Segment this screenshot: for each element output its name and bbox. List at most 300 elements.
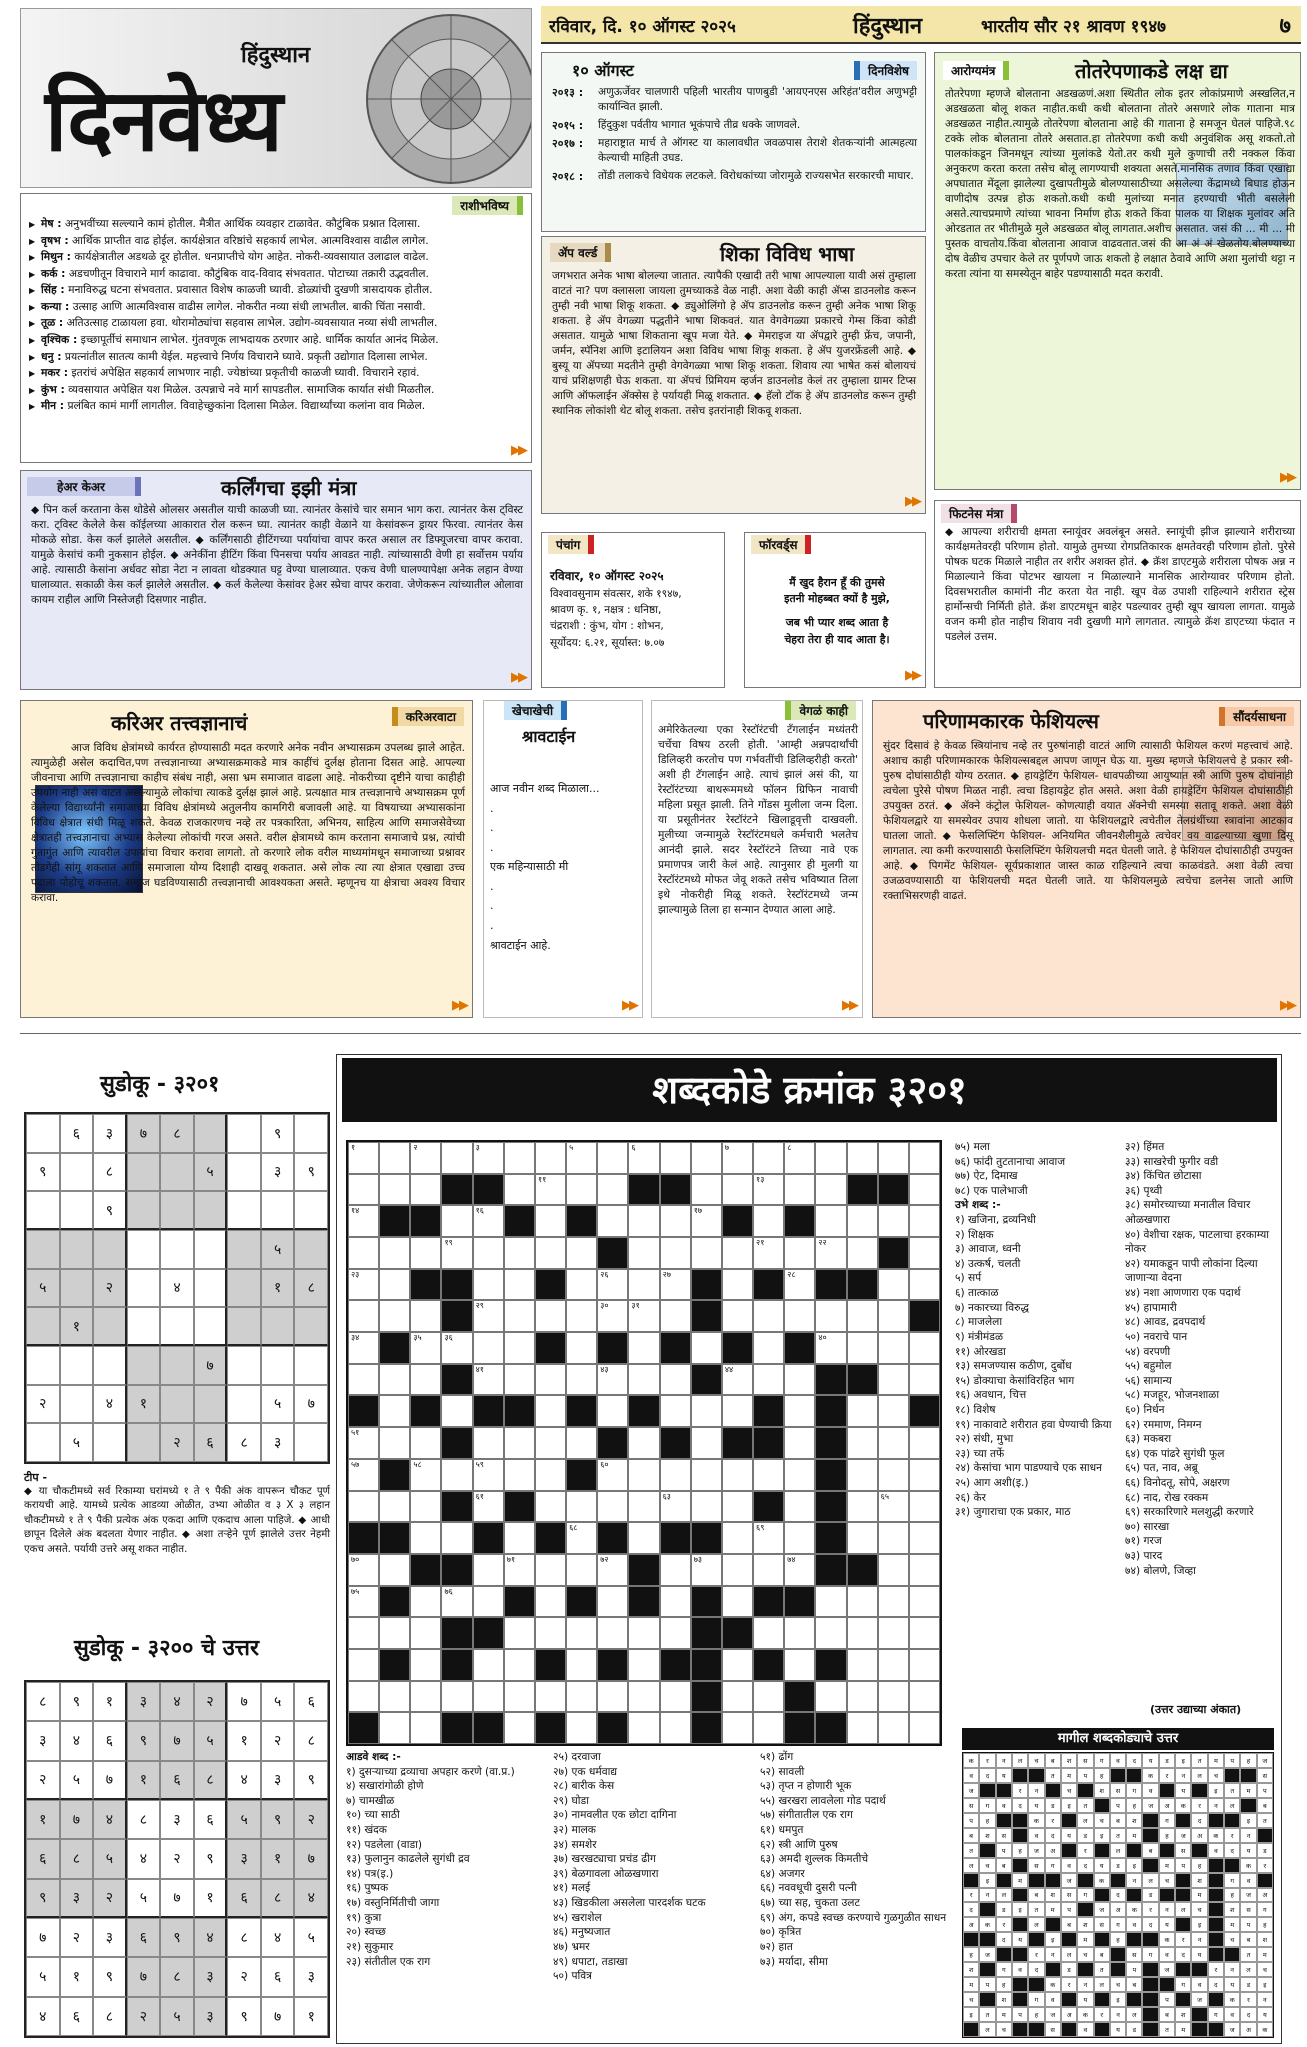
crossword-cell[interactable] <box>660 1205 691 1237</box>
crossword-cell[interactable] <box>753 1364 784 1396</box>
crossword-cell[interactable] <box>722 1237 753 1269</box>
crossword-cell[interactable] <box>566 1237 597 1269</box>
sudoku-cell[interactable] <box>127 1153 161 1192</box>
sudoku-cell[interactable] <box>93 1423 127 1462</box>
sudoku-cell[interactable] <box>160 1385 194 1424</box>
crossword-cell[interactable] <box>660 1459 691 1491</box>
crossword-cell[interactable] <box>410 1649 441 1681</box>
crossword-cell[interactable] <box>628 1459 659 1491</box>
crossword-cell[interactable] <box>410 1364 441 1396</box>
crossword-cell[interactable] <box>691 1427 722 1459</box>
sudoku-cell[interactable] <box>294 1346 328 1385</box>
crossword-cell[interactable] <box>566 1364 597 1396</box>
crossword-cell[interactable] <box>535 1681 566 1713</box>
crossword-cell[interactable] <box>909 1427 940 1459</box>
crossword-cell[interactable] <box>847 1712 878 1744</box>
crossword-cell[interactable] <box>660 1364 691 1396</box>
crossword-cell[interactable] <box>628 1522 659 1554</box>
crossword-cell[interactable] <box>410 1617 441 1649</box>
crossword-cell[interactable]: २१ <box>753 1237 784 1269</box>
crossword-cell[interactable] <box>348 1300 379 1332</box>
crossword-cell[interactable] <box>722 1712 753 1744</box>
crossword-cell[interactable] <box>441 1205 472 1237</box>
crossword-cell[interactable]: ७४ <box>784 1554 815 1586</box>
crossword-cell[interactable] <box>566 1332 597 1364</box>
crossword-cell[interactable] <box>504 1142 535 1174</box>
crossword-cell[interactable] <box>379 1142 410 1174</box>
sudoku-cell[interactable] <box>93 1230 127 1269</box>
crossword-cell[interactable] <box>379 1364 410 1396</box>
crossword-cell[interactable] <box>348 1681 379 1713</box>
crossword-cell[interactable] <box>410 1681 441 1713</box>
crossword-cell[interactable] <box>628 1617 659 1649</box>
crossword-cell[interactable] <box>815 1300 846 1332</box>
crossword-cell[interactable] <box>909 1269 940 1301</box>
crossword-cell[interactable] <box>597 1681 628 1713</box>
crossword-cell[interactable] <box>847 1237 878 1269</box>
crossword-cell[interactable] <box>722 1459 753 1491</box>
sudoku-cell[interactable] <box>26 1307 60 1346</box>
crossword-cell[interactable] <box>753 1459 784 1491</box>
crossword-cell[interactable]: २८ <box>784 1269 815 1301</box>
crossword-cell[interactable] <box>784 1649 815 1681</box>
crossword-cell[interactable] <box>628 1712 659 1744</box>
sudoku-cell[interactable] <box>127 1191 161 1230</box>
sudoku-cell[interactable] <box>194 1385 228 1424</box>
crossword-cell[interactable] <box>847 1522 878 1554</box>
crossword-cell[interactable] <box>784 1427 815 1459</box>
crossword-cell[interactable] <box>722 1554 753 1586</box>
crossword-cell[interactable] <box>628 1237 659 1269</box>
crossword-cell[interactable]: ५ <box>566 1142 597 1174</box>
crossword-cell[interactable]: ३५ <box>410 1332 441 1364</box>
crossword-cell[interactable]: १ <box>348 1142 379 1174</box>
crossword-cell[interactable] <box>815 1142 846 1174</box>
crossword-cell[interactable] <box>628 1427 659 1459</box>
sudoku-cell[interactable] <box>60 1346 94 1385</box>
crossword-cell[interactable] <box>379 1300 410 1332</box>
sudoku-grid[interactable] <box>24 1112 330 1464</box>
crossword-cell[interactable] <box>473 1554 504 1586</box>
crossword-cell[interactable] <box>597 1395 628 1427</box>
crossword-cell[interactable] <box>473 1237 504 1269</box>
sudoku-cell[interactable] <box>60 1191 94 1230</box>
crossword-cell[interactable] <box>504 1459 535 1491</box>
crossword-cell[interactable] <box>504 1617 535 1649</box>
sudoku-cell[interactable] <box>261 1307 295 1346</box>
crossword-cell[interactable] <box>784 1617 815 1649</box>
crossword-cell[interactable] <box>753 1681 784 1713</box>
crossword-cell[interactable] <box>504 1649 535 1681</box>
crossword-cell[interactable]: ६ <box>628 1142 659 1174</box>
crossword-cell[interactable] <box>722 1681 753 1713</box>
sudoku-cell[interactable] <box>227 1230 261 1269</box>
crossword-cell[interactable] <box>597 1491 628 1523</box>
crossword-cell[interactable] <box>784 1459 815 1491</box>
crossword-cell[interactable] <box>628 1649 659 1681</box>
crossword-cell[interactable]: ६९ <box>753 1522 784 1554</box>
crossword-cell[interactable] <box>815 1617 846 1649</box>
crossword-cell[interactable] <box>722 1491 753 1523</box>
crossword-cell[interactable] <box>597 1617 628 1649</box>
crossword-cell[interactable] <box>722 1174 753 1206</box>
crossword-cell[interactable] <box>909 1174 940 1206</box>
crossword-cell[interactable] <box>784 1237 815 1269</box>
crossword-cell[interactable] <box>660 1237 691 1269</box>
crossword-cell[interactable]: ५१ <box>348 1427 379 1459</box>
crossword-cell[interactable] <box>660 1617 691 1649</box>
crossword-cell[interactable] <box>660 1586 691 1618</box>
crossword-cell[interactable] <box>535 1300 566 1332</box>
crossword-cell[interactable]: ७० <box>348 1554 379 1586</box>
crossword-cell[interactable] <box>566 1427 597 1459</box>
sudoku-cell[interactable] <box>127 1423 161 1462</box>
crossword-cell[interactable] <box>753 1300 784 1332</box>
crossword-cell[interactable] <box>691 1174 722 1206</box>
sudoku-cell[interactable] <box>93 1346 127 1385</box>
crossword-cell[interactable] <box>535 1586 566 1618</box>
crossword-cell[interactable]: ७२ <box>597 1554 628 1586</box>
crossword-cell[interactable] <box>878 1364 909 1396</box>
crossword-cell[interactable] <box>473 1269 504 1301</box>
crossword-cell[interactable] <box>535 1395 566 1427</box>
sudoku-cell[interactable] <box>227 1191 261 1230</box>
crossword-cell[interactable] <box>784 1491 815 1523</box>
crossword-cell[interactable] <box>878 1649 909 1681</box>
crossword-cell[interactable] <box>441 1681 472 1713</box>
crossword-cell[interactable] <box>784 1522 815 1554</box>
crossword-cell[interactable] <box>878 1586 909 1618</box>
sudoku-cell[interactable] <box>26 1191 60 1230</box>
crossword-cell[interactable] <box>847 1427 878 1459</box>
crossword-cell[interactable] <box>473 1427 504 1459</box>
crossword-cell[interactable] <box>753 1205 784 1237</box>
crossword-cell[interactable] <box>753 1617 784 1649</box>
crossword-cell[interactable] <box>535 1459 566 1491</box>
crossword-cell[interactable] <box>504 1237 535 1269</box>
crossword-cell[interactable] <box>441 1395 472 1427</box>
crossword-cell[interactable] <box>691 1459 722 1491</box>
crossword-cell[interactable] <box>784 1364 815 1396</box>
sudoku-cell[interactable] <box>261 1346 295 1385</box>
sudoku-cell[interactable] <box>26 1230 60 1269</box>
crossword-cell[interactable] <box>722 1395 753 1427</box>
crossword-cell[interactable]: २६ <box>597 1269 628 1301</box>
crossword-cell[interactable] <box>909 1681 940 1713</box>
crossword-cell[interactable] <box>909 1237 940 1269</box>
crossword-cell[interactable]: ५७ <box>348 1459 379 1491</box>
crossword-cell[interactable] <box>410 1300 441 1332</box>
crossword-cell[interactable]: १३ <box>753 1174 784 1206</box>
crossword-cell[interactable] <box>535 1427 566 1459</box>
crossword-cell[interactable] <box>473 1586 504 1618</box>
crossword-cell[interactable] <box>847 1300 878 1332</box>
crossword-cell[interactable] <box>847 1681 878 1713</box>
crossword-cell[interactable] <box>628 1332 659 1364</box>
crossword-cell[interactable] <box>815 1205 846 1237</box>
sudoku-cell[interactable] <box>227 1153 261 1192</box>
crossword-cell[interactable] <box>410 1237 441 1269</box>
crossword-cell[interactable] <box>628 1364 659 1396</box>
crossword-cell[interactable]: ४० <box>815 1332 846 1364</box>
crossword-cell[interactable] <box>535 1205 566 1237</box>
crossword-cell[interactable] <box>722 1649 753 1681</box>
sudoku-cell[interactable] <box>227 1385 261 1424</box>
crossword-cell[interactable] <box>878 1300 909 1332</box>
crossword-cell[interactable] <box>628 1491 659 1523</box>
crossword-cell[interactable] <box>878 1332 909 1364</box>
crossword-cell[interactable] <box>878 1617 909 1649</box>
crossword-cell[interactable]: २७ <box>660 1269 691 1301</box>
crossword-cell[interactable] <box>909 1554 940 1586</box>
crossword-cell[interactable] <box>909 1586 940 1618</box>
crossword-cell[interactable] <box>441 1459 472 1491</box>
sudoku-cell[interactable] <box>127 1230 161 1269</box>
sudoku-cell[interactable] <box>194 1191 228 1230</box>
crossword-cell[interactable] <box>878 1681 909 1713</box>
crossword-cell[interactable] <box>628 1681 659 1713</box>
crossword-cell[interactable] <box>441 1522 472 1554</box>
crossword-cell[interactable] <box>909 1459 940 1491</box>
crossword-cell[interactable]: ४४ <box>722 1364 753 1396</box>
crossword-cell[interactable]: ४३ <box>597 1364 628 1396</box>
crossword-cell[interactable] <box>473 1649 504 1681</box>
crossword-cell[interactable] <box>535 1554 566 1586</box>
crossword-cell[interactable] <box>348 1649 379 1681</box>
crossword-cell[interactable] <box>535 1237 566 1269</box>
crossword-cell[interactable] <box>597 1205 628 1237</box>
crossword-cell[interactable] <box>504 1332 535 1364</box>
crossword-cell[interactable] <box>878 1205 909 1237</box>
crossword-cell[interactable] <box>379 1269 410 1301</box>
crossword-cell[interactable] <box>504 1681 535 1713</box>
crossword-cell[interactable] <box>379 1174 410 1206</box>
sudoku-cell[interactable] <box>227 1307 261 1346</box>
crossword-cell[interactable] <box>566 1554 597 1586</box>
crossword-cell[interactable] <box>660 1681 691 1713</box>
crossword-cell[interactable]: ७५ <box>348 1586 379 1618</box>
crossword-cell[interactable] <box>909 1712 940 1744</box>
crossword-cell[interactable] <box>691 1237 722 1269</box>
crossword-cell[interactable] <box>722 1269 753 1301</box>
crossword-cell[interactable]: २२ <box>815 1237 846 1269</box>
crossword-cell[interactable]: ६५ <box>878 1491 909 1523</box>
crossword-cell[interactable] <box>878 1712 909 1744</box>
crossword-cell[interactable]: ६३ <box>660 1491 691 1523</box>
crossword-cell[interactable] <box>878 1142 909 1174</box>
sudoku-cell[interactable] <box>294 1191 328 1230</box>
crossword-cell[interactable] <box>379 1427 410 1459</box>
crossword-cell[interactable] <box>348 1237 379 1269</box>
crossword-cell[interactable] <box>847 1649 878 1681</box>
crossword-cell[interactable] <box>753 1142 784 1174</box>
crossword-cell[interactable] <box>847 1491 878 1523</box>
crossword-cell[interactable] <box>660 1142 691 1174</box>
crossword-cell[interactable]: ५९ <box>473 1459 504 1491</box>
sudoku-cell[interactable] <box>261 1191 295 1230</box>
crossword-cell[interactable] <box>566 1712 597 1744</box>
sudoku-cell[interactable] <box>160 1230 194 1269</box>
crossword-cell[interactable] <box>597 1142 628 1174</box>
crossword-cell[interactable] <box>410 1586 441 1618</box>
crossword-cell[interactable]: ३६ <box>441 1332 472 1364</box>
crossword-cell[interactable] <box>691 1142 722 1174</box>
crossword-cell[interactable] <box>597 1174 628 1206</box>
crossword-cell[interactable] <box>535 1364 566 1396</box>
sudoku-cell[interactable] <box>194 1114 228 1153</box>
crossword-cell[interactable] <box>473 1681 504 1713</box>
crossword-cell[interactable] <box>784 1300 815 1332</box>
crossword-cell[interactable]: १७ <box>691 1205 722 1237</box>
crossword-cell[interactable]: १४ <box>348 1205 379 1237</box>
crossword-cell[interactable] <box>815 1174 846 1206</box>
crossword-cell[interactable] <box>379 1681 410 1713</box>
crossword-cell[interactable] <box>847 1205 878 1237</box>
crossword-cell[interactable] <box>847 1332 878 1364</box>
sudoku-cell[interactable] <box>227 1269 261 1308</box>
crossword-cell[interactable]: १९ <box>441 1237 472 1269</box>
crossword-cell[interactable] <box>410 1491 441 1523</box>
crossword-cell[interactable]: ३ <box>473 1142 504 1174</box>
crossword-cell[interactable] <box>815 1586 846 1618</box>
sudoku-cell[interactable] <box>60 1269 94 1308</box>
crossword-cell[interactable] <box>379 1712 410 1744</box>
crossword-cell[interactable]: ६८ <box>566 1522 597 1554</box>
sudoku-cell[interactable] <box>26 1346 60 1385</box>
sudoku-cell[interactable] <box>294 1114 328 1153</box>
crossword-cell[interactable] <box>410 1427 441 1459</box>
crossword-cell[interactable] <box>379 1491 410 1523</box>
crossword-cell[interactable] <box>878 1522 909 1554</box>
crossword-cell[interactable] <box>909 1522 940 1554</box>
crossword-cell[interactable] <box>504 1364 535 1396</box>
crossword-cell[interactable] <box>784 1174 815 1206</box>
crossword-cell[interactable] <box>691 1491 722 1523</box>
crossword-cell[interactable] <box>348 1364 379 1396</box>
crossword-cell[interactable] <box>566 1300 597 1332</box>
crossword-cell[interactable] <box>753 1554 784 1586</box>
crossword-cell[interactable] <box>878 1459 909 1491</box>
crossword-cell[interactable] <box>504 1300 535 1332</box>
crossword-cell[interactable]: १६ <box>473 1205 504 1237</box>
crossword-cell[interactable] <box>473 1332 504 1364</box>
crossword-cell[interactable]: २३ <box>348 1269 379 1301</box>
crossword-cell[interactable] <box>847 1617 878 1649</box>
sudoku-cell[interactable] <box>60 1385 94 1424</box>
crossword-cell[interactable] <box>628 1269 659 1301</box>
sudoku-cell[interactable] <box>294 1307 328 1346</box>
sudoku-cell[interactable] <box>127 1269 161 1308</box>
crossword-cell[interactable] <box>566 1649 597 1681</box>
crossword-cell[interactable]: ७३ <box>691 1554 722 1586</box>
crossword-cell[interactable] <box>348 1174 379 1206</box>
crossword-cell[interactable] <box>504 1427 535 1459</box>
crossword-cell[interactable] <box>410 1174 441 1206</box>
sudoku-cell[interactable] <box>127 1307 161 1346</box>
crossword-cell[interactable] <box>628 1205 659 1237</box>
crossword-cell[interactable]: ७१ <box>504 1554 535 1586</box>
crossword-cell[interactable] <box>504 1269 535 1301</box>
crossword-cell[interactable] <box>753 1712 784 1744</box>
crossword-cell[interactable] <box>597 1586 628 1618</box>
crossword-cell[interactable] <box>379 1617 410 1649</box>
sudoku-cell[interactable] <box>160 1346 194 1385</box>
crossword-cell[interactable] <box>722 1300 753 1332</box>
sudoku-cell[interactable] <box>93 1307 127 1346</box>
crossword-cell[interactable] <box>379 1554 410 1586</box>
sudoku-cell[interactable] <box>194 1307 228 1346</box>
sudoku-cell[interactable] <box>60 1153 94 1192</box>
crossword-cell[interactable]: ४१ <box>473 1364 504 1396</box>
crossword-cell[interactable] <box>691 1332 722 1364</box>
crossword-cell[interactable] <box>348 1491 379 1523</box>
crossword-cell[interactable] <box>566 1491 597 1523</box>
crossword-cell[interactable]: २९ <box>473 1300 504 1332</box>
crossword-cell[interactable] <box>847 1142 878 1174</box>
crossword-cell[interactable] <box>535 1491 566 1523</box>
sudoku-cell[interactable] <box>294 1423 328 1462</box>
crossword-cell[interactable] <box>909 1142 940 1174</box>
crossword-cell[interactable]: ६० <box>597 1459 628 1491</box>
crossword-cell[interactable] <box>909 1332 940 1364</box>
crossword-cell[interactable] <box>847 1395 878 1427</box>
crossword-cell[interactable] <box>909 1491 940 1523</box>
crossword-cell[interactable] <box>379 1237 410 1269</box>
crossword-cell[interactable]: ५८ <box>410 1459 441 1491</box>
crossword-cell[interactable]: ७६ <box>441 1586 472 1618</box>
crossword-cell[interactable] <box>566 1269 597 1301</box>
crossword-cell[interactable] <box>815 1681 846 1713</box>
sudoku-cell[interactable] <box>160 1307 194 1346</box>
crossword-cell[interactable] <box>909 1364 940 1396</box>
crossword-cell[interactable] <box>504 1174 535 1206</box>
crossword-cell[interactable] <box>566 1174 597 1206</box>
crossword-cell[interactable] <box>660 1395 691 1427</box>
crossword-cell[interactable] <box>441 1142 472 1174</box>
sudoku-cell[interactable] <box>227 1114 261 1153</box>
crossword-cell[interactable] <box>878 1427 909 1459</box>
sudoku-cell[interactable] <box>26 1114 60 1153</box>
crossword-cell[interactable] <box>878 1269 909 1301</box>
crossword-grid[interactable] <box>346 1140 942 1746</box>
crossword-cell[interactable] <box>909 1205 940 1237</box>
crossword-cell[interactable] <box>878 1395 909 1427</box>
sudoku-cell[interactable] <box>127 1346 161 1385</box>
crossword-cell[interactable]: ३० <box>597 1300 628 1332</box>
crossword-cell[interactable]: ३१ <box>628 1300 659 1332</box>
crossword-cell[interactable]: ३४ <box>348 1332 379 1364</box>
crossword-cell[interactable] <box>566 1681 597 1713</box>
crossword-cell[interactable] <box>691 1395 722 1427</box>
crossword-cell[interactable]: २ <box>410 1142 441 1174</box>
sudoku-cell[interactable] <box>194 1269 228 1308</box>
crossword-cell[interactable] <box>504 1522 535 1554</box>
crossword-cell[interactable] <box>535 1617 566 1649</box>
crossword-cell[interactable] <box>784 1395 815 1427</box>
crossword-cell[interactable] <box>410 1712 441 1744</box>
crossword-cell[interactable]: ७ <box>722 1142 753 1174</box>
crossword-cell[interactable] <box>847 1586 878 1618</box>
crossword-cell[interactable] <box>348 1617 379 1649</box>
crossword-cell[interactable] <box>878 1554 909 1586</box>
crossword-cell[interactable] <box>566 1617 597 1649</box>
crossword-cell[interactable] <box>753 1332 784 1364</box>
sudoku-cell[interactable] <box>160 1153 194 1192</box>
sudoku-cell[interactable] <box>294 1230 328 1269</box>
crossword-cell[interactable] <box>410 1522 441 1554</box>
crossword-cell[interactable] <box>660 1300 691 1332</box>
sudoku-cell[interactable] <box>160 1191 194 1230</box>
